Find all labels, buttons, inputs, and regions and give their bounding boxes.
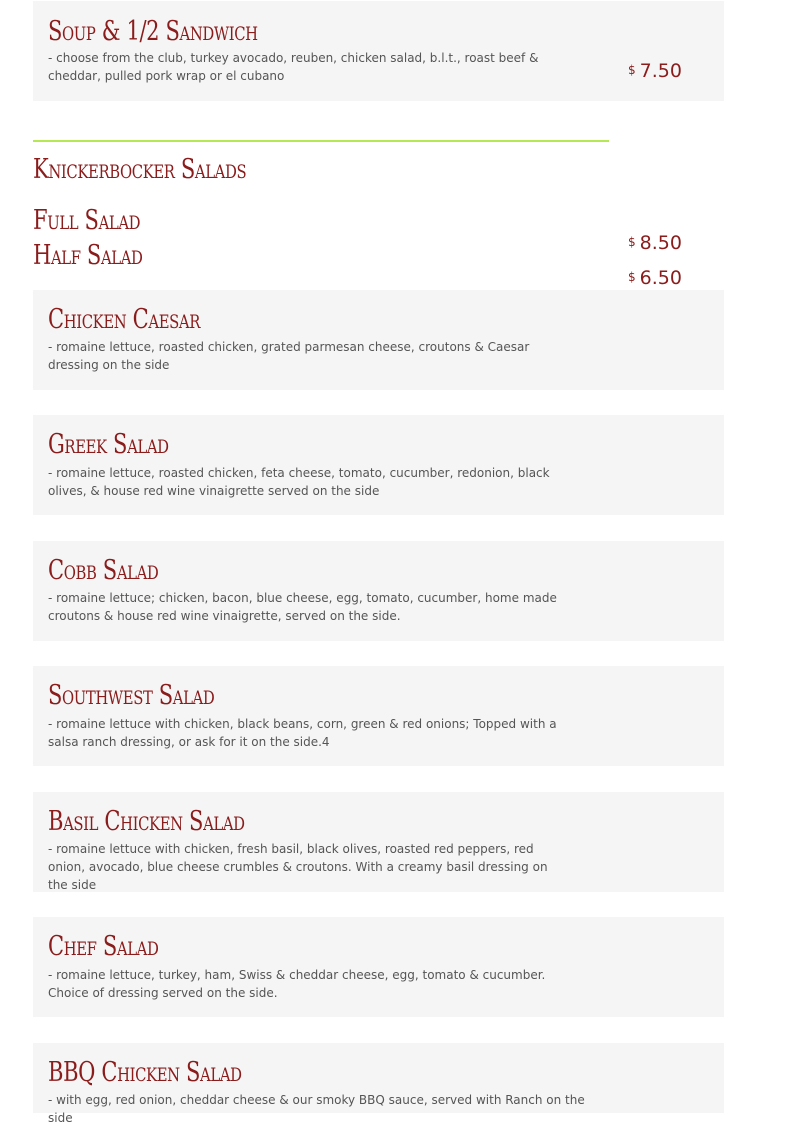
price-half-salad — [628, 267, 682, 289]
menu-item-title: Chef Salad — [48, 931, 159, 962]
menu-item-cobb-salad — [33, 541, 724, 641]
section-divider — [33, 140, 609, 142]
price-full-salad — [628, 232, 682, 254]
price-amount: 8.50 — [639, 232, 682, 254]
menu-item-title: Basil Chicken Salad — [48, 806, 245, 837]
menu-item-bbq-chicken-salad — [33, 1043, 724, 1125]
menu-item-description: - with egg, red onion, cheddar cheese & our smoky BBQ sauce, served with Ranch on the side — [48, 1093, 585, 1125]
price-amount: 6.50 — [639, 267, 682, 289]
menu-item-title: BBQ Chicken Salad — [48, 1057, 242, 1088]
menu-item-chicken-caesar — [33, 290, 724, 390]
menu-item-chef-salad — [33, 917, 724, 1017]
section-heading-salads: Knickerbocker Salads — [33, 154, 247, 185]
menu-item-title: Chicken Caesar — [48, 304, 200, 335]
price-amount: 7.50 — [639, 60, 682, 82]
menu-item-description: - romaine lettuce, turkey, ham, Swiss & cheddar cheese, egg, tomato & cucumber. Choice of dressing served on the side. — [48, 968, 546, 1000]
size-label-full: Full Salad — [33, 205, 141, 236]
menu-item-description: - choose from the club, turkey avocado, reuben, chicken salad, b.l.t., roast beef & cheddar, pulled pork wrap or el cubano — [48, 51, 539, 83]
currency-symbol: $ — [628, 235, 636, 249]
menu-item-description: - romaine lettuce, roasted chicken, grated parmesan cheese, croutons & Caesar dressing on the side — [48, 340, 530, 372]
menu-item-title: Greek Salad — [48, 429, 169, 460]
menu-item-soup-half-sandwich — [33, 1, 724, 101]
size-label-half: Half Salad — [33, 240, 143, 271]
menu-item-greek-salad — [33, 415, 724, 515]
currency-symbol: $ — [628, 63, 636, 77]
menu-item-description: - romaine lettuce with chicken, black beans, corn, green & red onions; Topped with a salsa ranch dressing, or ask for it on the side.4 — [48, 717, 557, 749]
menu-item-basil-chicken-salad — [33, 792, 724, 892]
menu-item-description: - romaine lettuce with chicken, fresh basil, black olives, roasted red peppers, red onion, avocado, blue cheese crumbles & croutons. With a creamy basil dressing on the side — [48, 842, 548, 892]
menu-item-title: Soup & 1/2 Sandwich — [48, 16, 258, 47]
menu-item-southwest-salad — [33, 666, 724, 766]
currency-symbol: $ — [628, 270, 636, 284]
price-soup-half-sandwich — [628, 60, 682, 82]
menu-item-description: - romaine lettuce, roasted chicken, feta cheese, tomato, cucumber, redonion, black olives, & house red wine vinaigrette served on the side — [48, 466, 550, 498]
menu-item-title: Southwest Salad — [48, 680, 215, 711]
menu-item-title: Cobb Salad — [48, 555, 159, 586]
menu-item-description: - romaine lettuce; chicken, bacon, blue cheese, egg, tomato, cucumber, home made croutons & house red wine vinaigrette, served on the side. — [48, 591, 557, 623]
